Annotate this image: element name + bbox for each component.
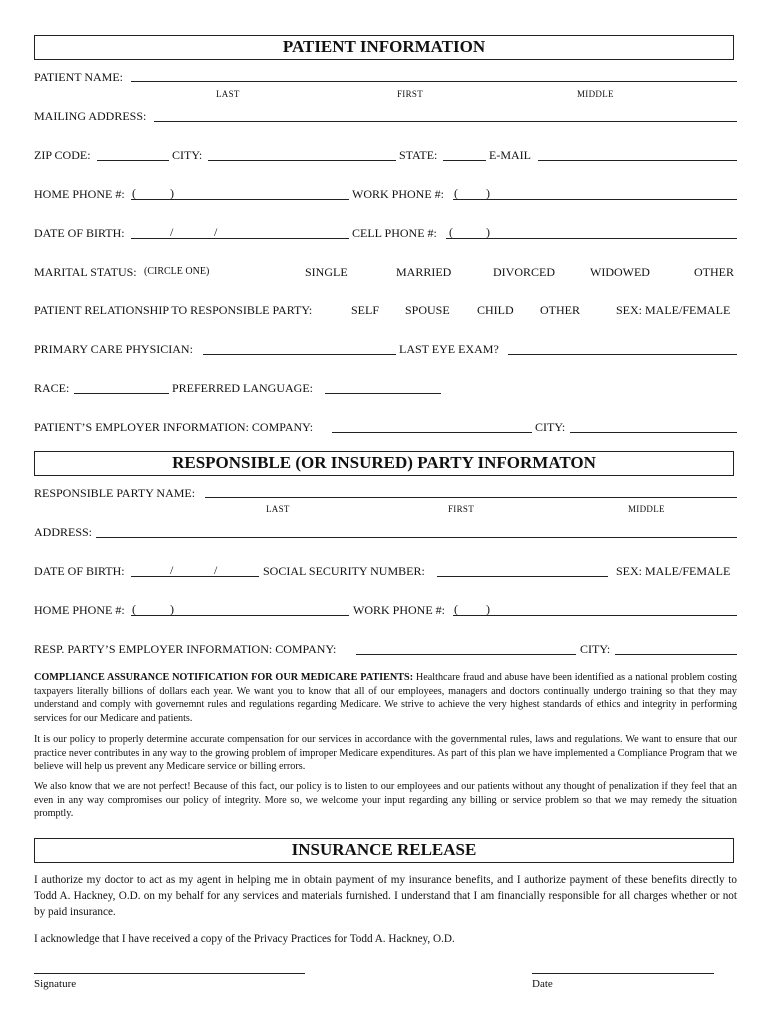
responsible-home-phone-field[interactable] xyxy=(131,602,349,616)
marital-option-single[interactable]: SINGLE xyxy=(305,265,348,279)
responsible-work-phone-field[interactable] xyxy=(453,602,737,616)
insurance-text: I acknowledge that I have received a copy of the Privacy Practices for Todd A. Hackney, O.D. xyxy=(34,933,455,945)
dob-label: DATE OF BIRTH: xyxy=(34,226,125,240)
responsible-employer-city-field[interactable] xyxy=(615,641,737,655)
date-slash: / xyxy=(214,563,218,577)
mailing-address-label: MAILING ADDRESS: xyxy=(34,109,147,123)
responsible-address-label: ADDRESS: xyxy=(34,525,93,539)
paren-close: ) xyxy=(170,186,174,200)
paren-open: ( xyxy=(132,186,136,200)
cell-phone-field[interactable] xyxy=(446,225,737,239)
insurance-text: I authorize my doctor to act as my agent in helping me in obtain payment of my insurance benefits, and I authorize payment of these benefits directly to Todd A. Hackney, O.D. on my behalf for any services and materials furnished. I understand that I am financially responsible for all charges whether or not by paid insurance. xyxy=(34,874,737,918)
first-caption: FIRST xyxy=(448,504,475,514)
employer-city-label: CITY: xyxy=(535,420,566,434)
insurance-paragraph-1 xyxy=(34,872,737,920)
insurance-paragraph-2 xyxy=(34,931,737,947)
paren-open: ( xyxy=(454,186,458,200)
ssn-label: SOCIAL SECURITY NUMBER: xyxy=(263,564,425,578)
home-phone-field[interactable] xyxy=(131,186,349,200)
first-caption: FIRST xyxy=(397,89,424,99)
date-label: Date xyxy=(532,978,553,990)
compliance-heading: COMPLIANCE ASSURANCE NOTIFICATION FOR OUR MEDICARE PATIENTS: xyxy=(34,672,414,683)
responsible-name-label: RESPONSIBLE PARTY NAME: xyxy=(34,486,196,500)
sex-option[interactable]: SEX: MALE/FEMALE xyxy=(616,303,731,317)
relationship-label: PATIENT RELATIONSHIP TO RESPONSIBLE PARTY: xyxy=(34,303,313,317)
ssn-field[interactable] xyxy=(437,563,608,577)
responsible-address-field[interactable] xyxy=(96,524,737,538)
last-exam-field[interactable] xyxy=(508,341,737,355)
relationship-option-child[interactable]: CHILD xyxy=(477,303,514,317)
responsible-dob-label: DATE OF BIRTH: xyxy=(34,564,125,578)
relationship-option-other[interactable]: OTHER xyxy=(540,303,580,317)
last-caption: LAST xyxy=(216,89,240,99)
mailing-address-field[interactable] xyxy=(154,108,737,122)
date-slash: / xyxy=(170,225,174,239)
race-field[interactable] xyxy=(74,380,169,394)
last-exam-label: LAST EYE EXAM? xyxy=(399,342,499,356)
paren-open: ( xyxy=(449,225,453,239)
marital-status-label: MARITAL STATUS: xyxy=(34,265,137,279)
cell-phone-label: CELL PHONE #: xyxy=(352,226,437,240)
patient-info-header xyxy=(34,35,734,60)
state-label: STATE: xyxy=(399,148,438,162)
email-label: E-MAIL xyxy=(489,148,531,162)
compliance-text: We also know that we are not perfect! Because of this fact, our policy is to listen to our employees and our patients without any thought of penalization if they feel that an even in any way compromises our policy of integrity. More so, we welcome your input regarding any billing or service problem so that we may remedy the situation promptly. xyxy=(34,781,737,819)
marital-option-other[interactable]: OTHER xyxy=(694,265,734,279)
zip-field[interactable] xyxy=(97,147,169,161)
relationship-option-self[interactable]: SELF xyxy=(351,303,380,317)
state-field[interactable] xyxy=(443,147,486,161)
compliance-text: It is our policy to properly determine accurate compensation for our services in accordance with the governmental rules, laws and regulations. We want to ensure that our practice never contributes in any way to the growing problem of improper Medicare expenditures. As part of this plan we have implemented a Compliance Program that we believe will help us prevent any Medicare service or billing errors. xyxy=(34,734,737,772)
signature-label: Signature xyxy=(34,978,77,990)
work-phone-label: WORK PHONE #: xyxy=(352,187,444,201)
paren-close: ) xyxy=(486,225,490,239)
language-field[interactable] xyxy=(325,380,441,394)
patient-name-label: PATIENT NAME: xyxy=(34,70,124,84)
work-phone-field[interactable] xyxy=(453,186,737,200)
marital-option-widowed[interactable]: WIDOWED xyxy=(590,265,650,279)
middle-caption: MIDDLE xyxy=(577,89,614,99)
compliance-paragraph-1 xyxy=(34,671,737,725)
responsible-work-phone-label: WORK PHONE #: xyxy=(353,603,445,617)
city-label: CITY: xyxy=(172,148,203,162)
employer-label: PATIENT’S EMPLOYER INFORMATION: COMPANY: xyxy=(34,420,314,434)
pcp-label: PRIMARY CARE PHYSICIAN: xyxy=(34,342,193,356)
responsible-employer-city-label: CITY: xyxy=(580,642,611,656)
insurance-release-header xyxy=(34,838,734,863)
responsible-party-header xyxy=(34,451,734,476)
date-slash: / xyxy=(214,225,218,239)
paren-close: ) xyxy=(170,602,174,616)
marital-note: (CIRCLE ONE) xyxy=(144,266,210,277)
signature-line[interactable] xyxy=(34,973,305,974)
responsible-name-field[interactable] xyxy=(205,484,737,498)
marital-option-divorced[interactable]: DIVORCED xyxy=(493,265,555,279)
dob-field[interactable] xyxy=(131,225,349,239)
patient-name-field[interactable] xyxy=(131,68,737,82)
date-slash: / xyxy=(170,563,174,577)
compliance-text: Healthcare fraud and abuse have been identified as a national problem costing taxpayers literally billions of dollars each year. We want you to know that all of our employees, managers and doctors continually undergo training so that they may understand and comply with governemnt rules and regulations regarding Medicare. We strive to achieve the very highest standards of ethics and integrity in performing services for our Medicare and patients. xyxy=(34,672,738,724)
responsible-employer-company-field[interactable] xyxy=(356,641,576,655)
responsible-dob-field[interactable] xyxy=(131,563,259,577)
employer-city-field[interactable] xyxy=(570,419,737,433)
middle-caption: MIDDLE xyxy=(628,504,665,514)
paren-open: ( xyxy=(454,602,458,616)
language-label: PREFERRED LANGUAGE: xyxy=(172,381,314,395)
city-field[interactable] xyxy=(208,147,396,161)
last-caption: LAST xyxy=(266,504,290,514)
email-field[interactable] xyxy=(538,147,737,161)
compliance-paragraph-3 xyxy=(34,780,737,821)
paren-open: ( xyxy=(132,602,136,616)
responsible-sex-option[interactable]: SEX: MALE/FEMALE xyxy=(616,564,731,578)
home-phone-label: HOME PHONE #: xyxy=(34,187,125,201)
paren-close: ) xyxy=(486,186,490,200)
employer-company-field[interactable] xyxy=(332,419,532,433)
zip-label: ZIP CODE: xyxy=(34,148,91,162)
marital-option-married[interactable]: MARRIED xyxy=(396,265,452,279)
section-title: RESPONSIBLE (OR INSURED) PARTY INFORMATON xyxy=(172,453,596,472)
relationship-option-spouse[interactable]: SPOUSE xyxy=(405,303,450,317)
section-title: PATIENT INFORMATION xyxy=(282,37,486,56)
date-line[interactable] xyxy=(532,973,714,974)
section-title: INSURANCE RELEASE xyxy=(291,840,477,859)
race-label: RACE: xyxy=(34,381,70,395)
paren-close: ) xyxy=(486,602,490,616)
responsible-employer-label: RESP. PARTY’S EMPLOYER INFORMATION: COMPANY: xyxy=(34,642,337,656)
compliance-paragraph-2 xyxy=(34,733,737,774)
pcp-field[interactable] xyxy=(203,341,396,355)
responsible-home-phone-label: HOME PHONE #: xyxy=(34,603,125,617)
